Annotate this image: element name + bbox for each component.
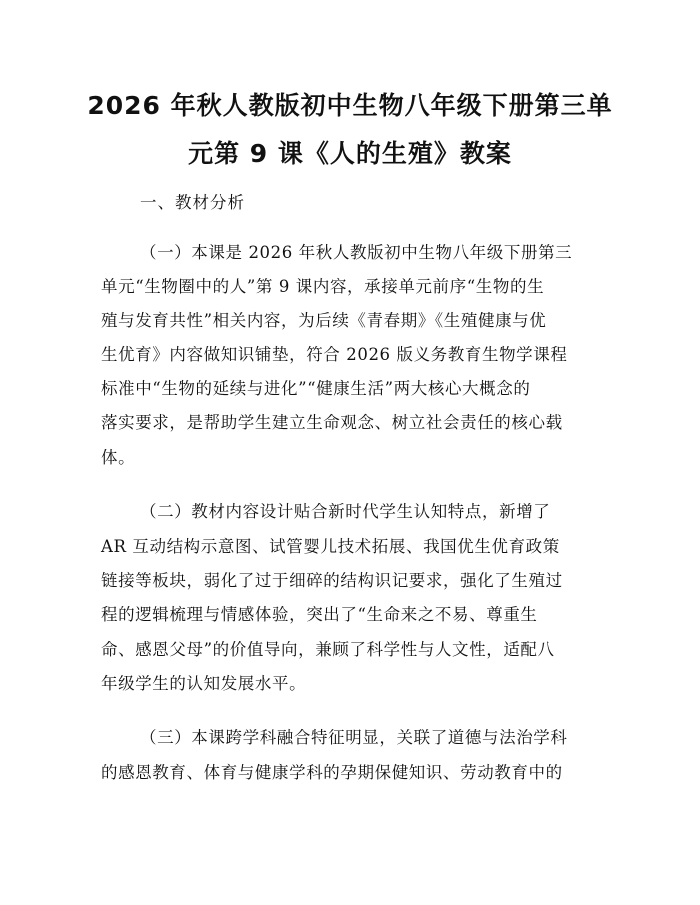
paragraph-line: 程的逻辑梳理与情感体验，突出了“生命来之不易、尊重生	[101, 605, 538, 624]
section-heading: 一、教材分析	[140, 193, 245, 212]
document-title-line-2: 元第 9 课《人的生殖》教案	[188, 139, 512, 168]
paragraph-line: 殖与发育共性”相关内容，为后续《青春期》《生殖健康与优	[101, 311, 547, 330]
paragraph-line: （二）教材内容设计贴合新时代学生认知特点，新增了	[140, 502, 551, 521]
paragraph-line: AR 互动结构示意图、试管婴儿技术拓展、我国优生优育政策	[101, 537, 560, 556]
paragraph-line: 命、感恩父母”的价值导向，兼顾了科学性与人文性，适配八	[101, 640, 555, 659]
paragraph-line: 链接等板块，弱化了过于细碎的结构识记要求，强化了生殖过	[101, 571, 563, 590]
document-title-line-1: 2026 年秋人教版初中生物八年级下册第三单	[87, 91, 613, 120]
paragraph-line: 落实要求，是帮助学生建立生命观念、树立社会责任的核心载	[101, 413, 563, 432]
paragraph-line: 的感恩教育、体育与健康学科的孕期保健知识、劳动教育中的	[101, 763, 563, 782]
paragraph-line: 年级学生的认知发展水平。	[101, 674, 307, 693]
paragraph-line: （一）本课是 2026 年秋人教版初中生物八年级下册第三	[140, 243, 573, 262]
paragraph-line: 体。	[101, 448, 136, 467]
paragraph-line: 单元“生物圈中的人”第 9 课内容，承接单元前序“生物的生	[101, 277, 545, 296]
paragraph-line: 标准中“生物的延续与进化”“健康生活”两大核心大概念的	[101, 379, 531, 398]
paragraph-line: （三）本课跨学科融合特征明显，关联了道德与法治学科	[140, 728, 568, 747]
paragraph-line: 生优育》内容做知识铺垫，符合 2026 版义务教育生物学课程	[101, 345, 568, 364]
